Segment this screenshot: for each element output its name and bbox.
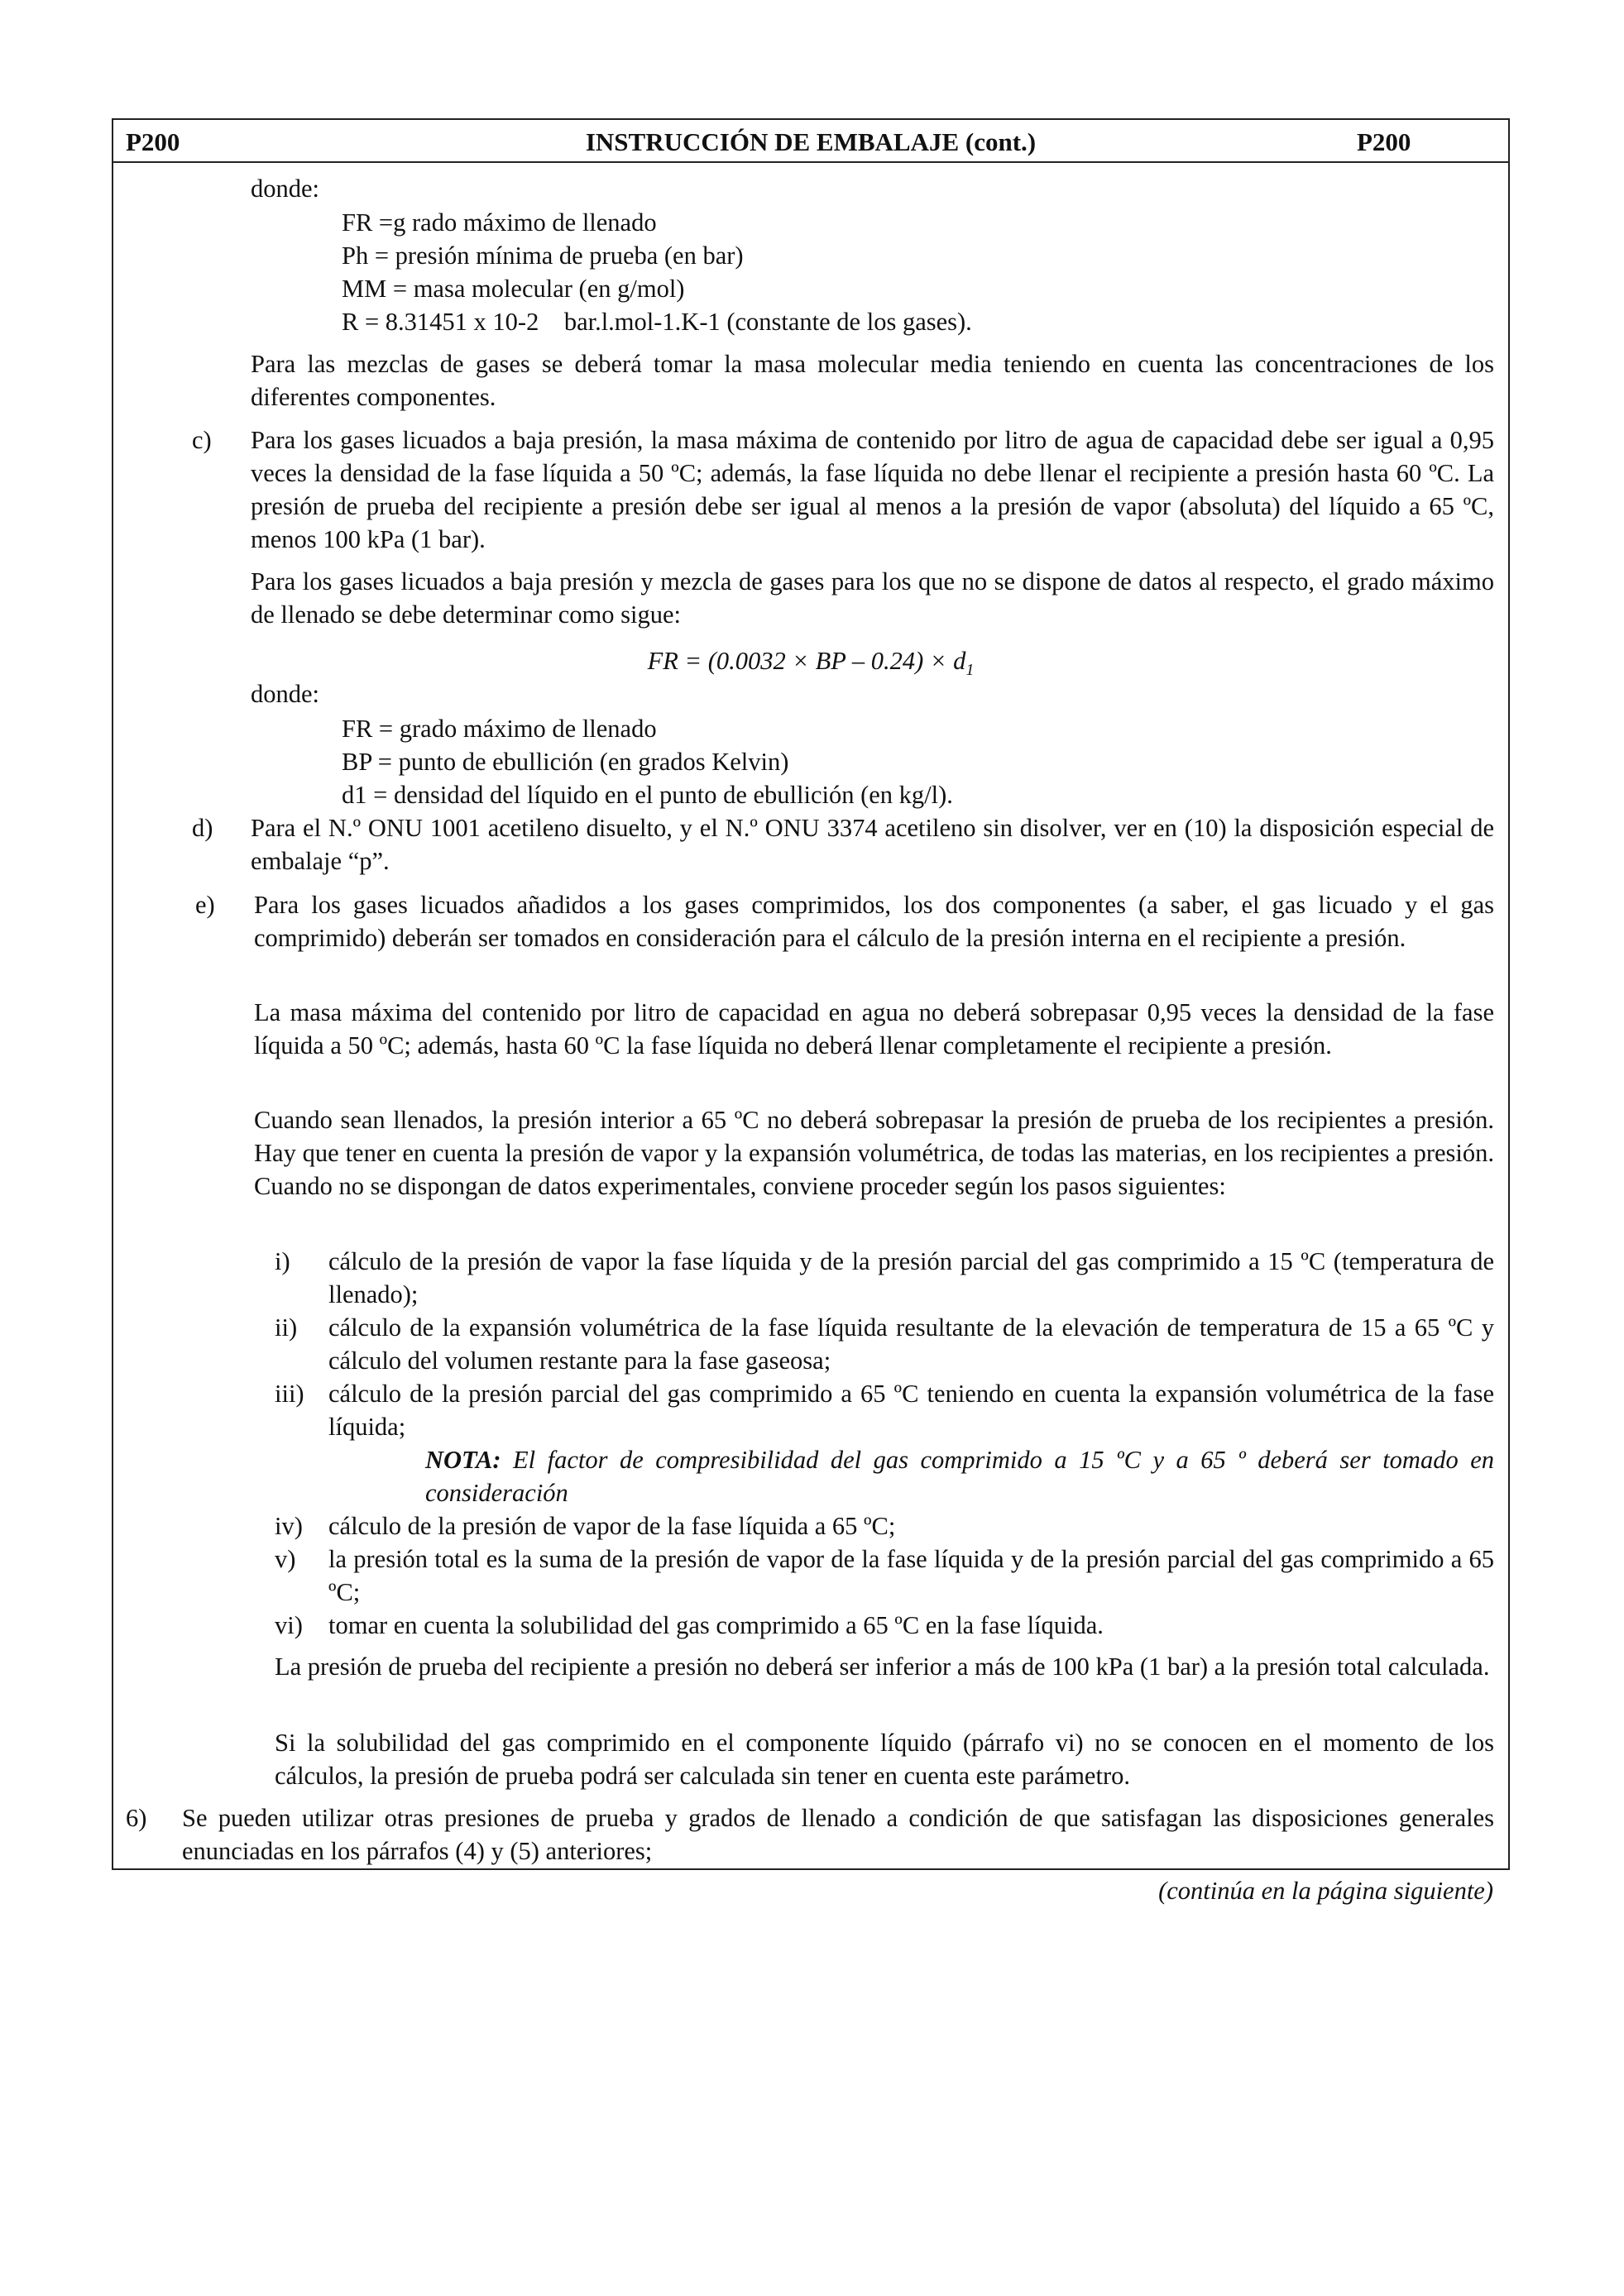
step-iv-text: cálculo de la presión de vapor de la fase líquida a 65 ºC; xyxy=(328,1512,896,1540)
nota-paragraph xyxy=(425,1443,1494,1509)
item-c-paragraph-2: Para los gases licuados a baja presión y mezcla de gases para los que no se dispone de datos al respecto, el grado máximo de llenado se debe determinar como sigue: xyxy=(251,567,1494,629)
fr-formula-subscript: 1 xyxy=(965,661,975,680)
item-6-paragraph: Se pueden utilizar otras presiones de prueba y grados de llenado a condición de que satisfagan las disposiciones generales enunciadas en los párrafos (4) y (5) anteriores; xyxy=(182,1804,1494,1865)
mezclas-paragraph: Para las mezclas de gases se deberá tomar la masa molecular media teniendo en cuenta las concentraciones de los diferentes componentes. xyxy=(251,350,1494,411)
item-c-paragraph-1: Para los gases licuados a baja presión, la masa máxima de contenido por litro de agua de capacidad debe ser igual a 0,95 veces la densidad de la fase líquida a 50 ºC; además, la fase líquida no debe llenar el recipiente a presión hasta 60 ºC. La presión de prueba del recipiente a presión debe ser igual al menos a la presión de vapor (absoluta) del líquido a 65 ºC, menos 100 kPa (1 bar). xyxy=(251,426,1494,553)
item-e-paragraph-1: Para los gases licuados añadidos a los gases comprimidos, los dos componentes (a saber, el gas licuado y el gas comprimido) deberán ser tomados en consideración para el cálculo de la presión interna en el recipiente a presión. xyxy=(254,891,1494,952)
fr-formula-text: FR = (0.0032 × BP – 0.24) × d xyxy=(647,647,966,675)
item-6-label: 6) xyxy=(126,1804,147,1832)
fr-formula xyxy=(112,644,1510,680)
item-e-paragraph-4: La presión de prueba del recipiente a presión no deberá ser inferior a más de 100 kPa (1 bar) a la presión total calculada. xyxy=(275,1653,1490,1681)
step-vi-number: vi) xyxy=(275,1611,303,1639)
code-right: P200 xyxy=(1357,127,1411,156)
item-e-paragraph-5: Si la solubilidad del gas comprimido en el componente líquido (párrafo vi) no se conocen en el momento de los cálculos, la presión de prueba podrá ser calculada sin tener en cuenta este parámetro. xyxy=(275,1729,1494,1790)
item-d-paragraph: Para el N.º ONU 1001 acetileno disuelto, y el N.º ONU 3374 acetileno sin disolver, ver en (10) la disposición especial de embalaje “p”. xyxy=(251,814,1494,875)
step-v-number: v) xyxy=(275,1545,296,1573)
def-ph: Ph = presión mínima de prueba (en bar) xyxy=(342,242,744,270)
step-iv-number: iv) xyxy=(275,1512,303,1540)
def-d1: d1 = densidad del líquido en el punto de ebullición (en kg/l). xyxy=(342,781,953,809)
item-d-label: d) xyxy=(192,814,213,842)
donde-label-1: donde: xyxy=(251,175,320,203)
step-iii-number: iii) xyxy=(275,1380,304,1408)
header-divider xyxy=(112,161,1510,163)
def-fr-2: FR = grado máximo de llenado xyxy=(342,715,657,743)
step-vi-text: tomar en cuenta la solubilidad del gas comprimido a 65 ºC en la fase líquida. xyxy=(328,1611,1104,1639)
page-title: INSTRUCCIÓN DE EMBALAJE (cont.) xyxy=(585,127,1037,156)
step-i-number: i) xyxy=(275,1247,290,1275)
item-e-paragraph-2: La masa máxima del contenido por litro de capacidad en agua no deberá sobrepasar 0,95 veces la densidad de la fase líquida a 50 ºC; además, hasta 60 ºC la fase líquida no deberá llenar completamente el recipiente a presión. xyxy=(254,998,1494,1060)
def-mm: MM = masa molecular (en g/mol) xyxy=(342,275,685,303)
step-i-text: cálculo de la presión de vapor la fase líquida y de la presión parcial del gas comprimido a 15 ºC (temperatura de llenado); xyxy=(328,1247,1494,1308)
code-left: P200 xyxy=(126,127,180,156)
step-iii-text: cálculo de la presión parcial del gas comprimido a 65 ºC teniendo en cuenta la expansión volumétrica de la fase líquida; xyxy=(328,1380,1494,1441)
def-bp: BP = punto de ebullición (en grados Kelvin) xyxy=(342,748,789,776)
continuation-note: (continúa en la página siguiente) xyxy=(1158,1877,1493,1905)
item-e-label: e) xyxy=(195,891,215,919)
def-fr-1: FR =g rado máximo de llenado xyxy=(342,208,657,237)
step-ii-number: ii) xyxy=(275,1313,298,1342)
item-e-paragraph-3: Cuando sean llenados, la presión interior a 65 ºC no deberá sobrepasar la presión de prueba de los recipientes a presión. Hay que tener en cuenta la presión de vapor y la expansión volumétrica, de todas las materias, en los recipientes a presión. Cuando no se dispongan de datos experimentales, conviene proceder según los pasos siguientes: xyxy=(254,1106,1494,1200)
nota-text: El factor de compresibilidad del gas comprimido a 15 ºC y a 65 º deberá ser tomado en consideración xyxy=(425,1446,1494,1507)
nota-label: NOTA: xyxy=(425,1446,501,1474)
step-ii-text: cálculo de la expansión volumétrica de la fase líquida resultante de la elevación de temperatura de 15 a 65 ºC y cálculo del volumen restante para la fase gaseosa; xyxy=(328,1313,1494,1375)
step-v-text: la presión total es la suma de la presión de vapor de la fase líquida y de la presión parcial del gas comprimido a 65 ºC; xyxy=(328,1545,1494,1606)
donde-label-2: donde: xyxy=(251,680,320,708)
item-c-label: c) xyxy=(192,426,212,454)
def-r: R = 8.31451 x 10-2 bar.l.mol-1.K-1 (constante de los gases). xyxy=(342,308,972,336)
